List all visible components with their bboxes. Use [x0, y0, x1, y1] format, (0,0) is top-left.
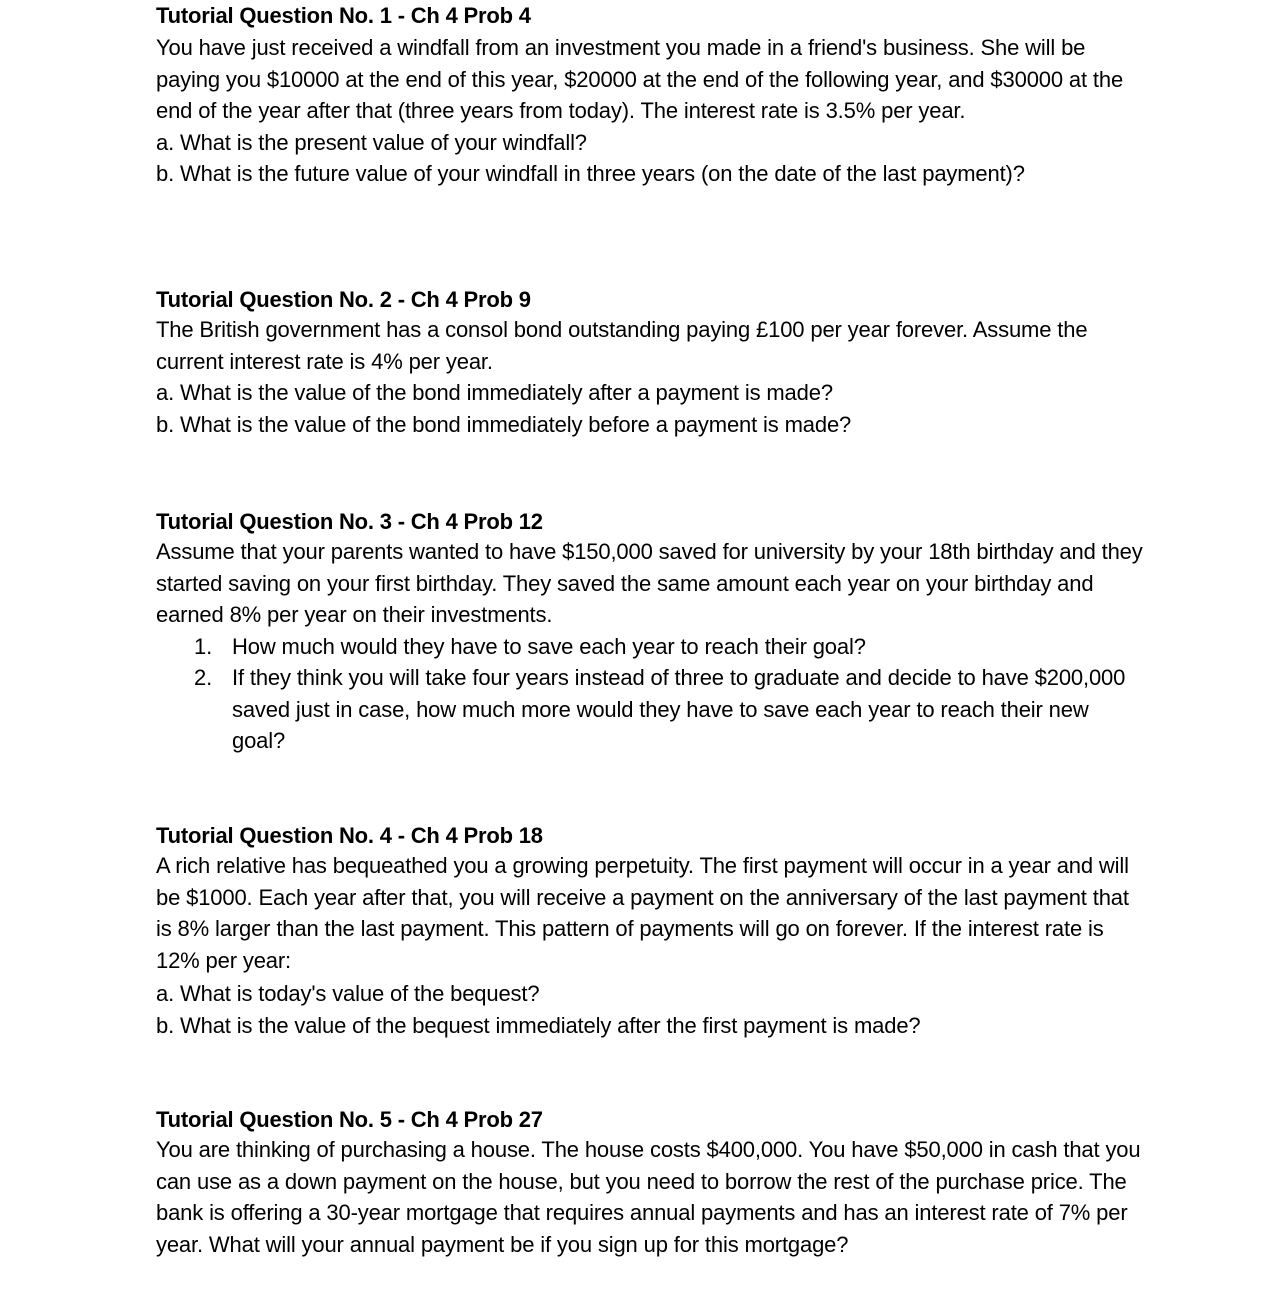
- question-body: You have just received a windfall from an investment you made in a friend's business. She will be paying you $10000 at the end of this year, $20000 at the end of the following year, and $30000 at the end of the year after that (three years from today). The interest rate is 3.5% per year.: [156, 35, 1124, 123]
- question-body: You are thinking of purchasing a house. The house costs $400,000. You have $50,000 in cash that you can use as a down payment on the house, but you need to borrow the rest of the purchase price. The bank is offering a 30-year mortgage that requires annual payments and has an interest rate of 7% per year. What will your annual payment be if you sign up for this mortgage?: [156, 1137, 1141, 1257]
- question-part-b: b. What is the future value of your windfall in three years (on the date of the last payment)?: [156, 161, 1025, 186]
- numbered-list: [156, 631, 1146, 757]
- question-5: [156, 1106, 1146, 1260]
- question-part-a: a. What is the present value of your windfall?: [156, 129, 587, 155]
- list-marker: 2.: [194, 665, 213, 690]
- question-title: Tutorial Question No. 2 - Ch 4 Prob 9: [156, 287, 531, 312]
- question-part-a: a. What is today's value of the bequest?: [156, 981, 540, 1006]
- list-item-text: If they think you will take four years instead of three to graduate and decide to have $200,000 saved just in case, how much more would they have to save each year to reach their new goal?: [232, 665, 1126, 753]
- question-part-a: a. What is the value of the bond immediately after a payment is made?: [156, 380, 833, 405]
- list-item: [156, 631, 1146, 663]
- question-body: The British government has a consol bond outstanding paying £100 per year forever. Assume the current interest rate is 4% per year.: [156, 317, 1088, 374]
- question-body: Assume that your parents wanted to have $150,000 saved for university by your 18th birthday and they started saving on your first birthday. They saved the same amount each year on your birthday and earned 8% per year on their investments.: [156, 539, 1143, 627]
- question-2: [156, 286, 1146, 440]
- question-part-b: b. What is the value of the bequest immediately after the first payment is made?: [156, 1012, 921, 1038]
- question-4: [156, 822, 1146, 1041]
- question-1: [156, 2, 1146, 190]
- question-title: Tutorial Question No. 5 - Ch 4 Prob 27: [156, 1107, 543, 1132]
- list-marker: 1.: [194, 633, 213, 659]
- question-body: A rich relative has bequeathed you a growing perpetuity. The first payment will occur in a year and will be $1000. Each year after that, you will receive a payment on the anniversary of the last payment that is 8% larger than the last payment. This pattern of payments will go on forever. If the interest rate is 12% per year:: [156, 853, 1129, 973]
- question-3: [156, 508, 1146, 757]
- question-title: Tutorial Question No. 1 - Ch 4 Prob 4: [156, 3, 531, 28]
- question-part-b: b. What is the value of the bond immediately before a payment is made?: [156, 411, 852, 437]
- list-item-text: How much would they have to save each year to reach their goal?: [232, 633, 866, 659]
- question-title: Tutorial Question No. 3 - Ch 4 Prob 12: [156, 509, 543, 534]
- question-title: Tutorial Question No. 4 - Ch 4 Prob 18: [156, 823, 543, 848]
- list-item: [156, 662, 1146, 757]
